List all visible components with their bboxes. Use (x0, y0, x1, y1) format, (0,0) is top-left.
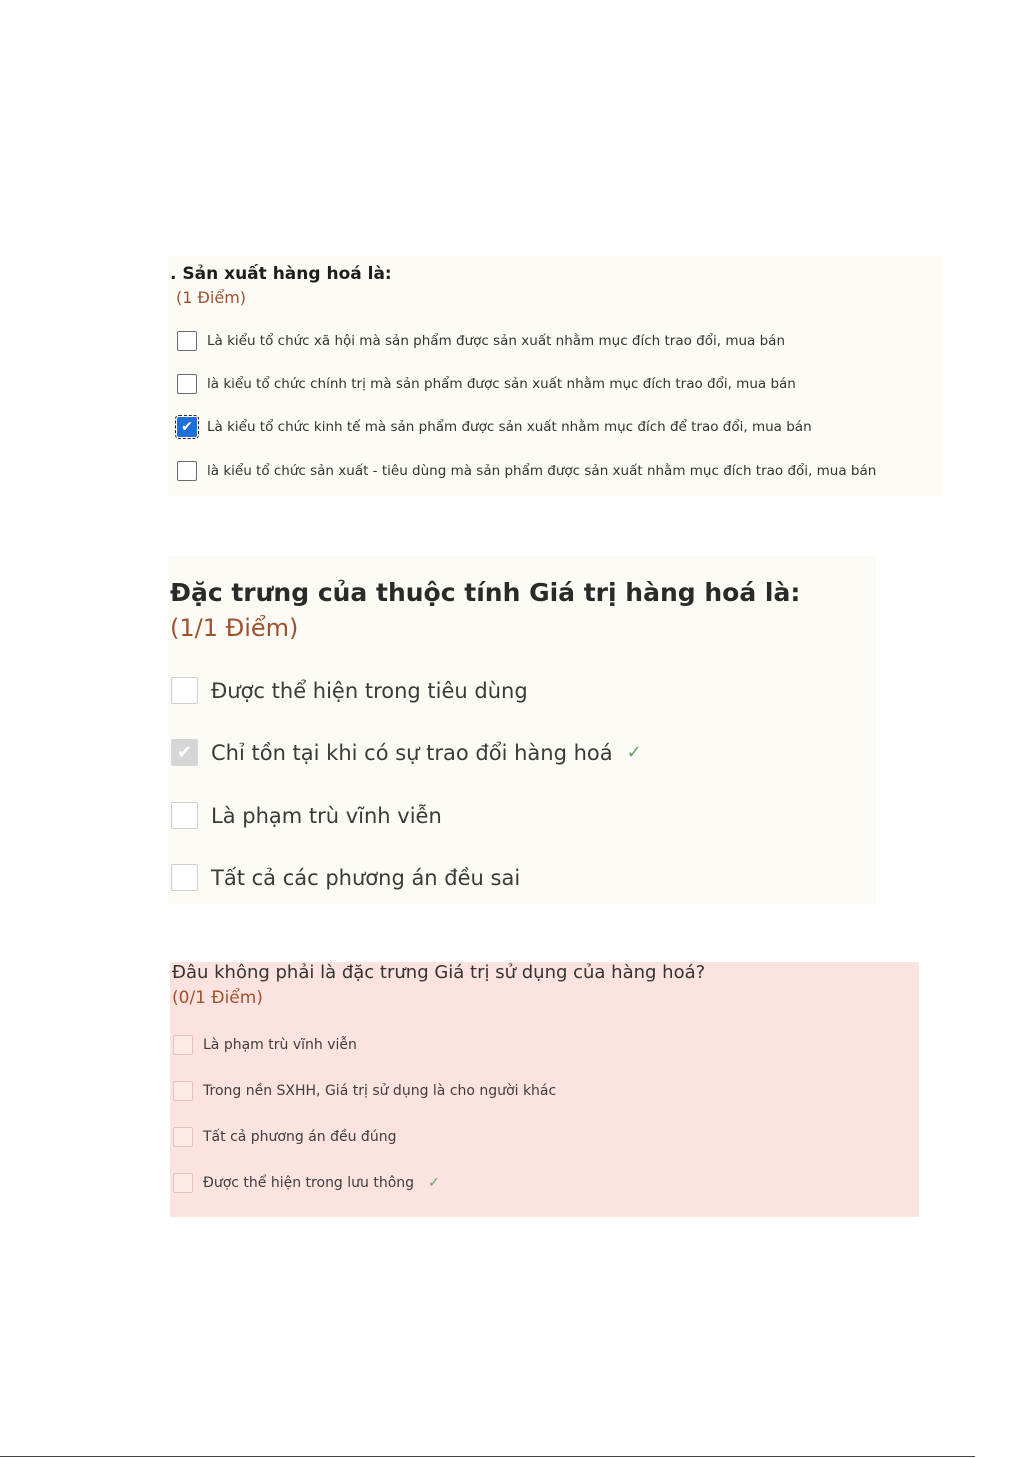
check-icon: ✓ (626, 742, 642, 763)
option-checkbox[interactable] (171, 864, 198, 891)
option-checkbox[interactable] (173, 1127, 193, 1147)
option-checkbox[interactable] (173, 1035, 193, 1055)
option-label: là kiểu tổ chức chính trị mà sản phẩm được sản xuất nhằm mục đích trao đổi, mua bán (207, 376, 796, 392)
option-label: là kiểu tổ chức sản xuất - tiêu dùng mà sản phẩm được sản xuất nhằm mục đích trao đổi, mua bán (207, 463, 877, 479)
question-points: (0/1 Điểm) (172, 988, 263, 1008)
option-checkbox-checked[interactable] (177, 417, 197, 437)
option-label: Tất cả các phương án đều sai (211, 865, 521, 890)
option-checkbox[interactable] (177, 461, 197, 481)
answer-option-4[interactable] (168, 864, 520, 891)
answer-option-1[interactable] (168, 331, 785, 351)
answer-option-2[interactable] (168, 739, 642, 766)
check-icon: ✓ (428, 1175, 440, 1191)
answer-option-1[interactable] (170, 1035, 357, 1055)
option-label: Chỉ tồn tại khi có sự trao đổi hàng hoá (211, 740, 613, 765)
option-checkbox-checked[interactable] (171, 739, 198, 766)
option-label: Được thể hiện trong tiêu dùng (211, 678, 528, 703)
option-label: Là phạm trù vĩnh viễn (203, 1037, 357, 1053)
option-label: Được thể hiện trong lưu thông (203, 1175, 415, 1191)
answer-option-3[interactable] (168, 802, 442, 829)
option-checkbox[interactable] (173, 1173, 193, 1193)
option-checkbox[interactable] (173, 1081, 193, 1101)
option-checkbox[interactable] (171, 677, 198, 704)
page-divider (0, 1456, 975, 1457)
option-checkbox[interactable] (177, 331, 197, 351)
option-label: Tất cả phương án đều đúng (203, 1129, 397, 1145)
question-title: Đặc trưng của thuộc tính Giá trị hàng hoá là: (170, 578, 801, 607)
question-card-3 (170, 962, 919, 1217)
option-label: Là phạm trù vĩnh viễn (211, 803, 442, 828)
option-label: Là kiểu tổ chức xã hội mà sản phẩm được sản xuất nhằm mục đích trao đổi, mua bán (207, 333, 786, 349)
question-title: . Sản xuất hàng hoá là: (170, 264, 392, 284)
answer-option-3[interactable] (170, 1127, 396, 1147)
answer-option-2[interactable] (168, 374, 796, 394)
option-checkbox[interactable] (177, 374, 197, 394)
option-label: Trong nền SXHH, Giá trị sử dụng là cho người khác (203, 1083, 557, 1099)
answer-option-4[interactable] (170, 1173, 440, 1193)
question-card-1 (168, 256, 943, 496)
answer-option-4[interactable] (168, 461, 876, 481)
option-label: Là kiểu tổ chức kinh tế mà sản phẩm được sản xuất nhằm mục đích để trao đổi, mua bán (207, 419, 812, 435)
answer-option-2[interactable] (170, 1081, 556, 1101)
question-card-2 (168, 556, 876, 904)
option-checkbox[interactable] (171, 802, 198, 829)
answer-option-3[interactable] (168, 417, 812, 437)
question-title: Đâu không phải là đặc trưng Giá trị sử dụng của hàng hoá? (172, 962, 706, 983)
question-points: (1 Điểm) (176, 288, 247, 307)
answer-option-1[interactable] (168, 677, 528, 704)
question-points: (1/1 Điểm) (170, 614, 299, 642)
